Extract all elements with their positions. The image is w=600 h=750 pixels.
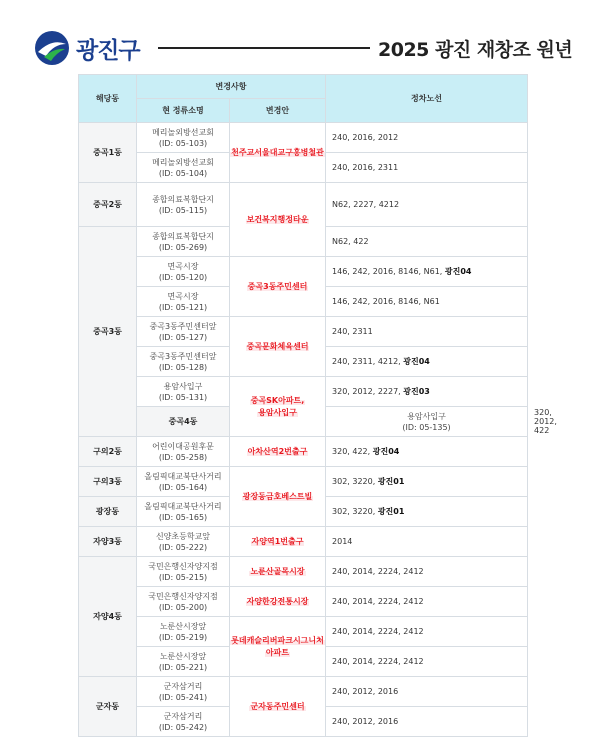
stop-name: 면곡시장: [167, 261, 199, 271]
stop-name: 메리놀외방선교회: [152, 157, 214, 167]
stop-name: 노룬산시장앞: [159, 621, 207, 631]
dong-cell: 중곡3동: [79, 227, 137, 437]
header-routes: 정차노선: [326, 75, 528, 123]
dong-cell: 구의3동: [79, 467, 137, 497]
stop-id: (ID: 05-103): [158, 138, 208, 148]
dong-cell: 광장동: [79, 497, 137, 527]
new-name-text: 광장동금호베스트빌: [242, 491, 313, 501]
stop-name: 군자삼거리: [163, 711, 203, 721]
new-name-text: 중곡3동주민센터: [247, 281, 308, 291]
table-row: [79, 377, 528, 407]
routes-cell: 302, 3220, 광진01: [326, 497, 528, 527]
page-header: [0, 0, 600, 74]
highlight-route: 광진04: [372, 447, 400, 456]
table-row: [79, 557, 528, 587]
current-stop-cell: [137, 183, 230, 227]
stop-id: (ID: 05-200): [158, 602, 208, 612]
current-stop-cell: [137, 677, 230, 707]
routes-cell: 240, 2014, 2224, 2412: [326, 557, 528, 587]
header-current-stop: 현 정류소명: [137, 99, 230, 123]
highlight-route: 광진04: [444, 267, 472, 276]
stop-name: 올림픽대교북단사거리: [144, 501, 222, 511]
current-stop-cell: [137, 707, 230, 737]
stop-name: 군자삼거리: [163, 681, 203, 691]
table-row: [79, 677, 528, 707]
current-stop-cell: [137, 227, 230, 257]
stop-name: 중곡3동주민센터앞: [149, 321, 217, 331]
current-stop-cell: [137, 587, 230, 617]
stop-name: 노룬산시장앞: [159, 651, 207, 661]
stop-id: (ID: 05-127): [158, 332, 208, 342]
stop-id: (ID: 05-164): [158, 482, 208, 492]
stop-id: (ID: 05-219): [158, 632, 208, 642]
current-stop-cell: [137, 497, 230, 527]
dong-cell: 중곡4동: [137, 407, 230, 437]
current-stop-cell: [137, 347, 230, 377]
stop-id: (ID: 05-241): [158, 692, 208, 702]
new-name-cell: [230, 317, 326, 377]
routes-cell: 240, 2014, 2224, 2412: [326, 617, 528, 647]
new-name-text: 군자동주민센터: [250, 701, 305, 711]
new-name-text: 중곡문화체육센터: [246, 341, 309, 351]
current-stop-cell: [137, 153, 230, 183]
new-name-cell: [230, 587, 326, 617]
routes-cell: 320, 2012, 2227, 광진03: [326, 377, 528, 407]
new-name-text: 아차산역2번출구: [247, 446, 308, 456]
dong-cell: 중곡1동: [79, 123, 137, 183]
current-stop-cell: [326, 407, 528, 437]
dong-cell: 자양4동: [79, 557, 137, 677]
stop-name: 메리놀외방선교회: [152, 127, 214, 137]
routes-cell: 240, 2311, 4212, 광진04: [326, 347, 528, 377]
gwangjin-logo-icon: [34, 30, 70, 66]
table-row: [79, 587, 528, 617]
new-name-cell: [230, 677, 326, 737]
table-row: [79, 257, 528, 287]
highlight-route: 광진01: [377, 477, 405, 486]
stop-id: (ID: 05-242): [158, 722, 208, 732]
stop-name: 종합의료복합단지: [152, 194, 214, 204]
routes-cell: 240, 2014, 2224, 2412: [326, 587, 528, 617]
new-name-text: 롯데캐슬리버파크시그니처: [231, 635, 324, 645]
new-name-text: 천주교서울대교구홍병철관: [231, 147, 324, 157]
table-row: 중곡4동 용암사입구 (ID: 05-135) 320, 2012, 422: [79, 407, 528, 437]
routes-cell: N62, 2227, 4212: [326, 183, 528, 227]
routes-cell: 240, 2014, 2224, 2412: [326, 647, 528, 677]
dong-cell: 구의2동: [79, 437, 137, 467]
stop-name: 국민은행신자양지점: [148, 591, 218, 601]
current-stop-cell: [137, 377, 230, 407]
table-row: [79, 467, 528, 497]
header-change: 변경사항: [137, 75, 326, 99]
routes-cell: 240, 2016, 2311: [326, 153, 528, 183]
highlight-route: 광진04: [403, 357, 430, 366]
bus-stop-change-table: [78, 74, 557, 737]
current-stop-cell: [137, 647, 230, 677]
dong-cell: 중곡2동: [79, 183, 137, 227]
new-name-cell: [230, 557, 326, 587]
stop-name: 면곡시장: [167, 291, 199, 301]
highlight-route: 광진03: [403, 387, 430, 396]
new-name-cell: [230, 527, 326, 557]
new-name-cell: [230, 257, 326, 317]
header-divider: [158, 47, 370, 49]
stop-name: 종합의료복합단지: [152, 231, 214, 241]
dong-cell: 자양3동: [79, 527, 137, 557]
stop-id: (ID: 05-258): [158, 452, 208, 462]
stop-name: 용암사입구: [163, 381, 203, 391]
page-title: 2025 광진 재창조 원년: [378, 39, 573, 61]
routes-cell: 240, 2311: [326, 317, 528, 347]
new-name-cell: [230, 377, 326, 437]
table-row: [79, 437, 528, 467]
stop-id: (ID: 05-269): [158, 242, 208, 252]
stop-id: (ID: 05-131): [158, 392, 208, 402]
logo-text: 광진구: [76, 38, 140, 64]
stop-name: 국민은행신자양지점: [148, 561, 218, 571]
stop-id: (ID: 05-165): [158, 512, 208, 522]
stop-id: (ID: 05-222): [158, 542, 208, 552]
stop-id: (ID: 05-215): [158, 572, 208, 582]
new-name-text: 노룬산골목시장: [250, 566, 305, 576]
current-stop-cell: [137, 617, 230, 647]
highlight-route: 광진01: [377, 507, 405, 516]
header-new-name: 변경안: [230, 99, 326, 123]
current-stop-cell: [137, 557, 230, 587]
new-name-text: 아파트: [265, 647, 290, 657]
routes-cell: 240, 2012, 2016: [326, 677, 528, 707]
current-stop-cell: [137, 467, 230, 497]
stop-id: (ID: 05-128): [158, 362, 208, 372]
routes-cell: 2014: [326, 527, 528, 557]
stop-id: (ID: 05-221): [158, 662, 208, 672]
current-stop-cell: [137, 287, 230, 317]
current-stop-cell: [137, 317, 230, 347]
new-name-text: 용암사입구: [258, 407, 297, 417]
new-name-cell: [230, 617, 326, 677]
table-row: [79, 123, 528, 153]
current-stop-cell: [137, 123, 230, 153]
routes-cell: 320, 422, 광진04: [326, 437, 528, 467]
new-name-text: 중곡SK아파트,: [250, 395, 305, 405]
routes-cell: 146, 242, 2016, 8146, N61, 광진04: [326, 257, 528, 287]
new-name-cell: [230, 123, 326, 183]
table-row: [79, 527, 528, 557]
header-dong: 해당동: [79, 75, 137, 123]
dong-cell: 군자동: [79, 677, 137, 737]
stop-id: (ID: 05-104): [158, 168, 208, 178]
table-row: [79, 617, 528, 647]
new-name-cell: [230, 183, 326, 257]
routes-cell: N62, 422: [326, 227, 528, 257]
stop-name: 중곡3동주민센터앞: [149, 351, 217, 361]
routes-cell: 240, 2012, 2016: [326, 707, 528, 737]
new-name-text: 자양한강전통시장: [246, 596, 309, 606]
new-name-text: 자양역1번출구: [251, 536, 304, 546]
table-row: [79, 317, 528, 347]
stop-name: 올림픽대교북단사거리: [144, 471, 222, 481]
new-name-cell: [230, 467, 326, 527]
stop-name: 어린이대공원후문: [152, 441, 214, 451]
routes-cell: 302, 3220, 광진01: [326, 467, 528, 497]
current-stop-cell: [137, 437, 230, 467]
table-row: [79, 183, 528, 227]
current-stop-cell: [137, 527, 230, 557]
current-stop-cell: [137, 257, 230, 287]
stop-id: (ID: 05-121): [158, 302, 208, 312]
stop-name: 신양초등학교앞: [155, 531, 211, 541]
stop-id: (ID: 05-135): [402, 422, 451, 432]
new-name-cell: [230, 437, 326, 467]
new-name-text: 보건복지행정타운: [246, 214, 309, 224]
stop-name: 용암사입구: [407, 411, 446, 421]
stop-id: (ID: 05-120): [158, 272, 208, 282]
routes-cell: 240, 2016, 2012: [326, 123, 528, 153]
stop-id: (ID: 05-115): [158, 205, 208, 215]
routes-cell: 146, 242, 2016, 8146, N61: [326, 287, 528, 317]
